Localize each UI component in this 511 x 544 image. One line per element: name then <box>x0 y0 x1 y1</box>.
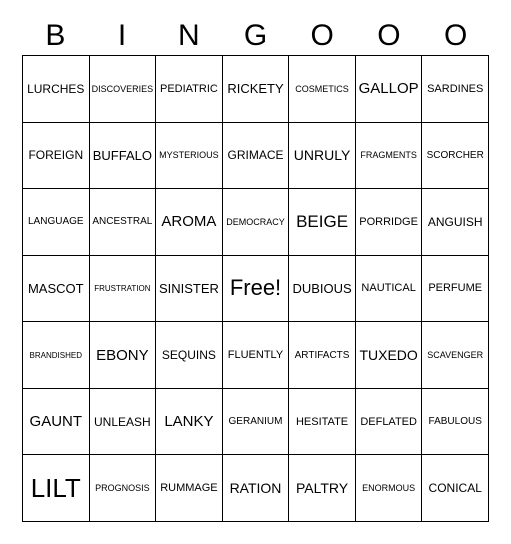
bingo-cell[interactable]: SARDINES <box>422 56 489 123</box>
bingo-cell[interactable]: UNLEASH <box>90 389 157 456</box>
bingo-cell[interactable]: PEDIATRIC <box>156 56 223 123</box>
bingo-cell[interactable]: CONICAL <box>422 455 489 522</box>
bingo-cell[interactable]: RICKETY <box>223 56 290 123</box>
bingo-cell[interactable]: ARTIFACTS <box>289 322 356 389</box>
bingo-cell[interactable]: COSMETICS <box>289 56 356 123</box>
bingo-cell[interactable]: DEFLATED <box>356 389 423 456</box>
bingo-cell[interactable]: LANKY <box>156 389 223 456</box>
bingo-cell[interactable]: PALTRY <box>289 455 356 522</box>
bingo-cell[interactable]: MYSTERIOUS <box>156 123 223 190</box>
header-letter-b: B <box>45 19 66 52</box>
bingo-header <box>22 14 489 58</box>
bingo-cell[interactable]: GAUNT <box>23 389 90 456</box>
bingo-cell[interactable]: LANGUAGE <box>23 189 90 256</box>
free-space-cell[interactable]: Free! <box>223 256 290 323</box>
header-letter-o1: O <box>310 19 334 52</box>
bingo-cell[interactable]: FOREIGN <box>23 123 90 190</box>
bingo-cell[interactable]: SCORCHER <box>422 123 489 190</box>
bingo-cell[interactable]: GRIMACE <box>223 123 290 190</box>
bingo-cell[interactable]: DEMOCRACY <box>223 189 290 256</box>
bingo-cell[interactable]: FABULOUS <box>422 389 489 456</box>
bingo-cell[interactable]: HESITATE <box>289 389 356 456</box>
bingo-cell[interactable]: ANGUISH <box>422 189 489 256</box>
bingo-cell[interactable]: PROGNOSIS <box>90 455 157 522</box>
bingo-cell[interactable]: GERANIUM <box>223 389 290 456</box>
bingo-cell[interactable]: EBONY <box>90 322 157 389</box>
bingo-cell[interactable]: SCAVENGER <box>422 322 489 389</box>
bingo-cell[interactable]: LURCHES <box>23 56 90 123</box>
bingo-cell[interactable]: GALLOP <box>356 56 423 123</box>
bingo-cell[interactable]: PORRIDGE <box>356 189 423 256</box>
bingo-cell[interactable]: SEQUINS <box>156 322 223 389</box>
header-letter-o2: O <box>377 19 401 52</box>
bingo-cell[interactable]: PERFUME <box>422 256 489 323</box>
bingo-cell[interactable]: MASCOT <box>23 256 90 323</box>
bingo-cell[interactable]: ANCESTRAL <box>90 189 157 256</box>
header-letter-g: G <box>243 19 268 52</box>
bingo-cell[interactable]: FRAGMENTS <box>356 123 423 190</box>
header-letter-i: I <box>117 19 127 52</box>
bingo-cell[interactable]: AROMA <box>156 189 223 256</box>
bingo-cell[interactable]: UNRULY <box>289 123 356 190</box>
bingo-board <box>22 55 489 522</box>
bingo-cell[interactable]: FLUENTLY <box>223 322 290 389</box>
bingo-cell[interactable]: RUMMAGE <box>156 455 223 522</box>
bingo-cell[interactable]: TUXEDO <box>356 322 423 389</box>
bingo-cell[interactable]: BEIGE <box>289 189 356 256</box>
header-letter-n: N <box>177 19 200 52</box>
bingo-cell[interactable]: DISCOVERIES <box>90 56 157 123</box>
bingo-cell[interactable]: SINISTER <box>156 256 223 323</box>
bingo-cell[interactable]: LILT <box>23 455 90 522</box>
bingo-cell[interactable]: NAUTICAL <box>356 256 423 323</box>
bingo-cell[interactable]: BUFFALO <box>90 123 157 190</box>
bingo-cell[interactable]: RATION <box>223 455 290 522</box>
bingo-cell[interactable]: FRUSTRATION <box>90 256 157 323</box>
bingo-cell[interactable]: BRANDISHED <box>23 322 90 389</box>
bingo-cell[interactable]: ENORMOUS <box>356 455 423 522</box>
bingo-cell[interactable]: DUBIOUS <box>289 256 356 323</box>
header-letter-o3: O <box>443 19 468 52</box>
